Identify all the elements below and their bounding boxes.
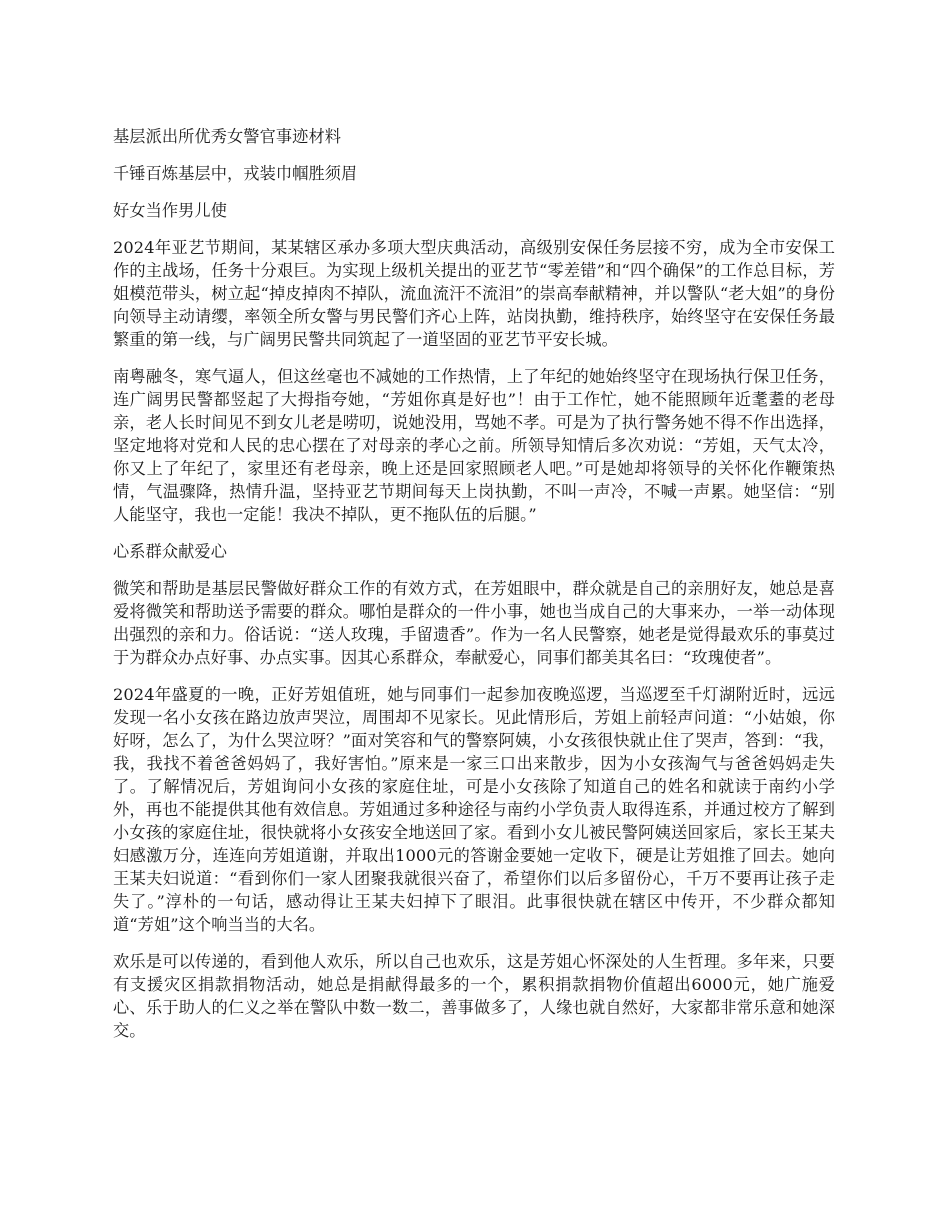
section-heading-1: 好女当作男儿使 [113,201,228,220]
paragraph-3: 微笑和帮助是基层民警做好群众工作的有效方式，在芳姐眼中，群众就是自己的亲朋好友，她总是喜爱将微笑和帮助送予需要的群众。哪怕是群众的一件小事，她也当成自己的大事来办，一举一动体现出强烈的亲和力。俗话说：“送人玫瑰，手留遗香”。作为一名人民警察，她老是觉得最欢乐的事莫过于为群众办点好事、办点实事。因其心系群众，奉献爱心，同事们都美其名曰：“玫瑰使者”。 [113,579,835,667]
paragraph-2: 南粤融冬，寒气逼人，但这丝毫也不减她的工作热情，上了年纪的她始终坚守在现场执行保卫任务，连广阔男民警都竖起了大拇指夸她，“芳姐你真是好也”！由于工作忙，她不能照顾年近耄耋的老母亲，老人长时间见不到女儿老是唠叨，说她没用，骂她不孝。可是为了执行警务她不得不作出选择，坚定地将对党和人民的忠心摆在了对母亲的孝心之前。所领导知情后多次劝说：“芳姐，天气太冷，你又上了年纪了，家里还有老母亲，晚上还是回家照顾老人吧。”可是她却将领导的关怀化作鞭策热情，气温骤降，热情升温，坚持亚艺节期间每天上岗执勤，不叫一声冷，不喊一声累。她坚信：“别人能坚守，我也一定能！我决不掉队，更不拖队伍的后腿。” [113,367,835,524]
paragraph-5: 欢乐是可以传递的，看到他人欢乐，所以自己也欢乐，这是芳姐心怀深处的人生哲理。多年来，只要有支援灾区捐款捐物活动，她总是捐献得最多的一个，累积捐款捐物价值超出6000元，她广施爱心、乐于助人的仁义之举在警队中数一数二，善事做多了，人缘也就自然好，大家都非常乐意和她深交。 [113,952,835,1040]
document-body [113,125,835,1056]
document-subtitle: 千锤百炼基层中，戎装巾帼胜须眉 [113,164,358,183]
paragraph-4: 2024年盛夏的一晚，正好芳姐值班，她与同事们一起参加夜晚巡逻，当巡逻至千灯湖附近时，远远发现一名小女孩在路边放声哭泣，周围却不见家长。见此情形后，芳姐上前轻声问道：“小姑娘，你好呀，怎么了，为什么哭泣呀？”面对笑容和气的警察阿姨，小女孩很快就止住了哭声，答到：“我，我，我找不着爸爸妈妈了，我好害怕。”原来是一家三口出来散步，因为小女孩淘气与爸爸妈妈走失了。了解情况后，芳姐询问小女孩的家庭住址，可是小女孩除了知道自己的姓名和就读于南约小学外，再也不能提供其他有效信息。芳姐通过多种途径与南约小学负责人取得连系，并通过校方了解到小女孩的家庭住址，很快就将小女孩安全地送回了家。看到小女儿被民警阿姨送回家后，家长王某夫妇感激万分，连连向芳姐道谢，并取出1000元的答谢金要她一定收下，硬是让芳姐推了回去。她向王某夫妇说道：“看到你们一家人团聚我就很兴奋了，希望你们以后多留份心，千万不要再让孩子走失了。”淳朴的一句话，感动得让王某夫妇掉下了眼泪。此事很快就在辖区中传开，不少群众都知道“芳姐”这个响当当的大名。 [113,685,835,934]
document-title: 基层派出所优秀女警官事迹材料 [113,127,342,146]
section-heading-2: 心系群众献爱心 [113,542,228,561]
paragraph-1: 2024年亚艺节期间，某某辖区承办多项大型庆典活动，高级别安保任务层接不穷，成为全市安保工作的主战场，任务十分艰巨。为实现上级机关提出的亚艺节“零差错”和“四个确保”的工作总目标，芳姐模范带头，树立起“掉皮掉肉不掉队，流血流汗不流泪”的崇高奉献精神，并以警队“老大姐”的身份向领导主动请缨，率领全所女警与男民警们齐心上阵，站岗执勤，维持秩序，始终坚守在安保任务最繁重的第一线，与广阔男民警共同筑起了一道坚固的亚艺节平安长城。 [113,238,835,349]
